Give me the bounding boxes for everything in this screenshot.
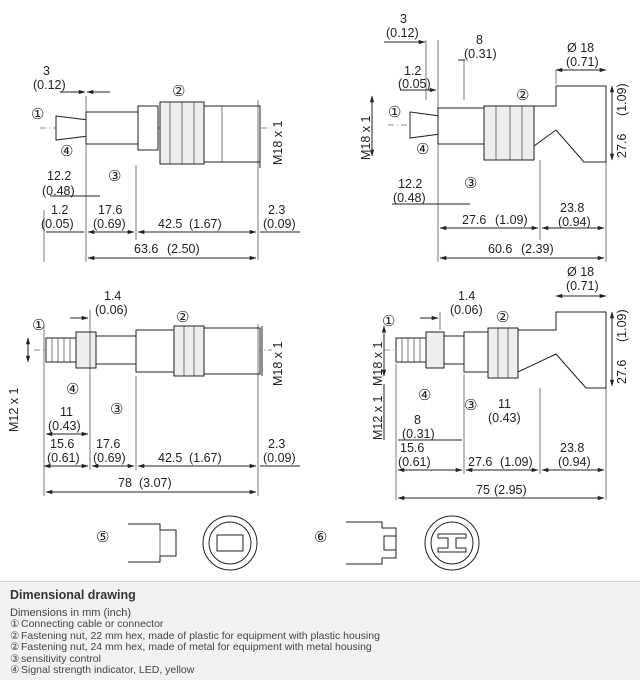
bl-marker-3: ③ [110, 401, 124, 418]
tl-tail-inch: (0.09) [263, 217, 296, 231]
tl-cable-offset-mm: 3 [43, 64, 50, 78]
bl-marker-2: ② [176, 309, 190, 326]
tl-front-mm: 1.2 [51, 203, 69, 217]
br-height-inch: (1.09) [615, 309, 629, 342]
bl-conn-len-inch: (0.43) [48, 419, 81, 433]
tr-diameter-inch: (0.71) [566, 55, 599, 69]
legend-item-text: sensitivity control [21, 652, 101, 665]
legend-item-text: Signal strength indicator, LED, yellow [21, 664, 195, 677]
tl-marker-1: ① [31, 106, 45, 123]
br-diameter-inch: (0.71) [566, 279, 599, 293]
tl-total-inch: (2.50) [167, 242, 200, 256]
view-straight-cable [31, 64, 300, 262]
legend-list [10, 619, 380, 677]
br-conn-len-mm: 11 [498, 397, 511, 411]
bl-marker-1: ① [32, 317, 46, 334]
br-nut-offset-mm: 1.4 [458, 289, 476, 303]
tr-front-mm: 1.2 [404, 64, 422, 78]
bl-nut-offset-inch: (0.06) [95, 303, 128, 317]
view-angled-connector [371, 265, 629, 500]
tr-body-mm: 27.6 [462, 213, 487, 227]
tr-marker-3: ③ [464, 175, 478, 192]
bl-front-inch: (0.61) [47, 451, 80, 465]
marker-6: ⑥ [314, 529, 328, 546]
legend-item-text: Fastening nut, 24 mm hex, made of metal for equipment with metal housing [21, 641, 372, 654]
br-body-inch: (1.09) [500, 455, 533, 469]
tr-marker-1: ① [388, 104, 402, 121]
br-body-mm: 27.6 [468, 455, 493, 469]
tr-total-mm: 60.6 [488, 242, 513, 256]
tl-thread: M18 x 1 [271, 120, 285, 165]
tr-hex-to-end-mm: 12.2 [398, 177, 423, 191]
legend-item-number: ④ [10, 664, 20, 677]
tr-nut-offset-inch: (0.31) [464, 47, 497, 61]
tl-marker-4: ④ [60, 143, 74, 160]
tr-height: 27.6 [615, 133, 629, 158]
legend-title: Dimensional drawing [10, 588, 136, 602]
br-height: 27.6 [615, 359, 629, 384]
bl-nut-zone-mm: 17.6 [96, 437, 121, 451]
view-straight-connector [7, 289, 300, 496]
bl-nut-zone-inch: (0.69) [93, 451, 126, 465]
legend-item-number: ② [10, 641, 20, 654]
br-marker-3: ③ [464, 397, 478, 414]
br-small-mm: 8 [414, 413, 421, 427]
tr-nut-offset-mm: 8 [476, 33, 483, 47]
legend-item-text: Fastening nut, 22 mm hex, made of plastic for equipment with plastic housing [21, 629, 380, 642]
bl-body-inch: (1.67) [189, 451, 222, 465]
br-marker-1: ① [382, 313, 396, 330]
br-total-inch: (2.95) [494, 483, 527, 497]
tl-nut-zone-inch: (0.69) [93, 217, 126, 231]
tl-nut-zone-mm: 17.6 [98, 203, 123, 217]
tl-marker-3: ③ [108, 168, 122, 185]
br-head-inch: (0.94) [558, 455, 591, 469]
br-total-mm: 75 [476, 483, 490, 497]
tl-body-mm: 42.5 [158, 217, 183, 231]
tl-cable-offset-inch: (0.12) [33, 78, 66, 92]
bl-tail-mm: 2.3 [268, 437, 286, 451]
tr-head-inch: (0.94) [558, 215, 591, 229]
legend-subtitle: Dimensions in mm (inch) [10, 607, 132, 619]
tr-cable-offset-inch: (0.12) [386, 26, 419, 40]
legend-item-number: ③ [10, 652, 20, 665]
legend-item [10, 665, 380, 677]
tl-tail-mm: 2.3 [268, 203, 286, 217]
tr-thread: M18 x 1 [359, 115, 373, 160]
bl-total-inch: (3.07) [139, 476, 172, 490]
br-marker-4: ④ [418, 387, 432, 404]
br-diameter-mm: Ø 18 [567, 265, 595, 279]
tl-hex-to-end-mm: 12.2 [47, 169, 72, 183]
bl-conn-len-mm: 11 [60, 405, 73, 419]
tr-hex-to-end-inch: (0.48) [393, 191, 426, 205]
bl-body-mm: 42.5 [158, 451, 183, 465]
marker-5: ⑤ [96, 529, 110, 546]
tr-marker-4: ④ [416, 141, 430, 158]
tr-head-mm: 23.8 [560, 201, 585, 215]
br-marker-2: ② [496, 309, 510, 326]
tl-front-inch: (0.05) [41, 217, 74, 231]
bl-front-mm: 15.6 [50, 437, 75, 451]
bl-total-mm: 78 [118, 476, 132, 490]
br-thread: M18 x 1 [371, 341, 385, 386]
bl-nut-offset-mm: 1.4 [104, 289, 122, 303]
legend-item-number: ② [10, 629, 20, 642]
br-small-inch: (0.31) [402, 427, 435, 441]
tr-total-inch: (2.39) [521, 242, 554, 256]
bl-tail-inch: (0.09) [263, 451, 296, 465]
br-conn-len-inch: (0.43) [488, 411, 521, 425]
br-front-mm: 15.6 [400, 441, 425, 455]
tr-front-inch: (0.05) [398, 77, 431, 91]
tl-marker-2: ② [172, 83, 186, 100]
br-nut-offset-inch: (0.06) [450, 303, 483, 317]
br-head-mm: 23.8 [560, 441, 585, 455]
tr-cable-offset-mm: 3 [400, 12, 407, 26]
br-front-inch: (0.61) [398, 455, 431, 469]
tl-hex-to-end-inch: (0.48) [42, 184, 75, 198]
tl-body-inch: (1.67) [189, 217, 222, 231]
detail-view-6 [314, 516, 479, 570]
bl-thread-connector: M12 x 1 [7, 387, 21, 432]
tr-height-inch: (1.09) [615, 83, 629, 116]
legend-item-text: Connecting cable or connector [21, 618, 164, 630]
bl-thread: M18 x 1 [271, 341, 285, 386]
detail-view-5 [96, 516, 257, 570]
bl-marker-4: ④ [66, 381, 80, 398]
tl-total-mm: 63.6 [134, 242, 159, 256]
legend-panel [0, 581, 640, 680]
br-thread-connector: M12 x 1 [371, 395, 385, 440]
tr-body-inch: (1.09) [495, 213, 528, 227]
tr-diameter-mm: Ø 18 [567, 41, 595, 55]
legend-item-number: ① [10, 618, 20, 630]
tr-marker-2: ② [516, 87, 530, 104]
view-angled-cable [359, 12, 629, 262]
